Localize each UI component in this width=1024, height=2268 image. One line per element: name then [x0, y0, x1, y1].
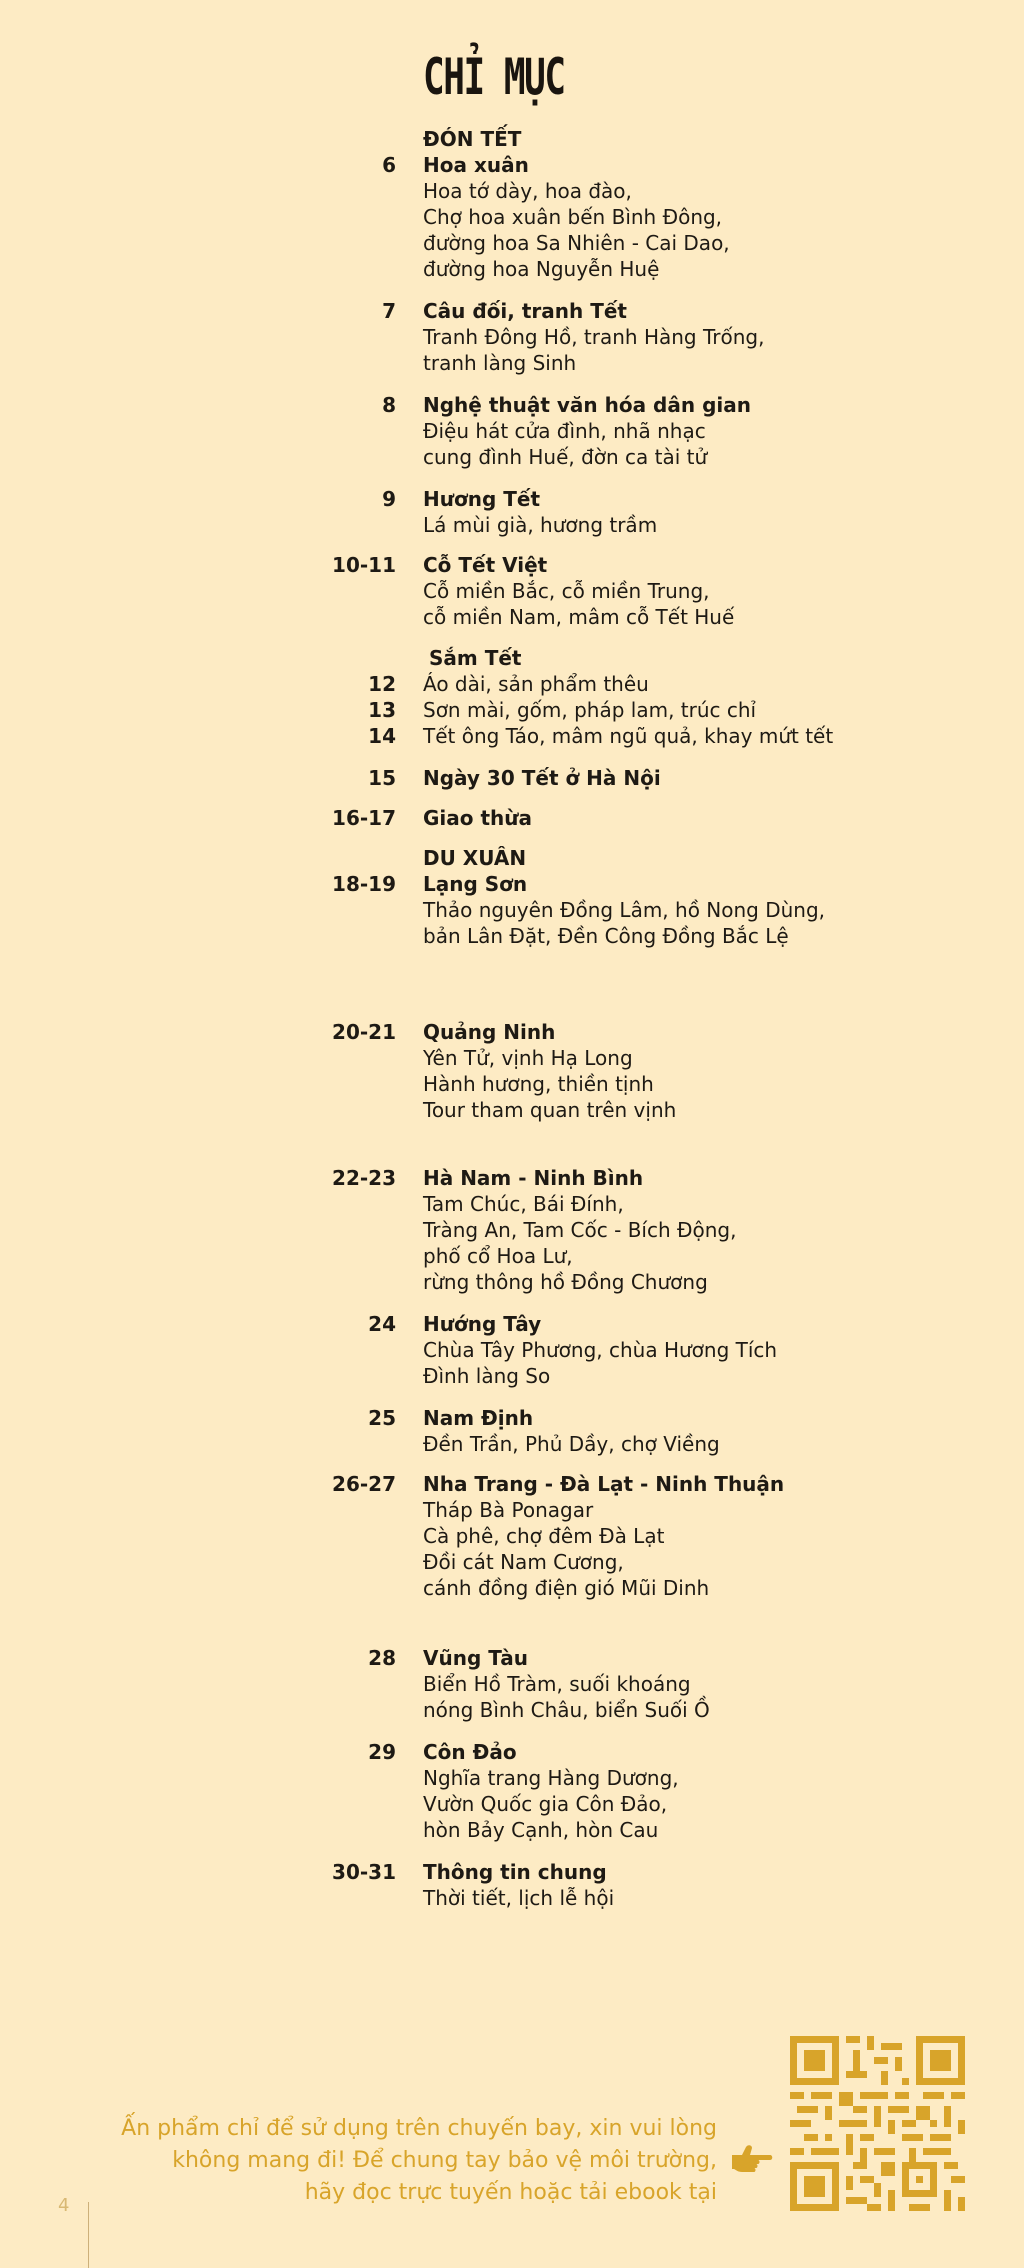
- entry-page-number: 6: [382, 153, 396, 177]
- entry-page-number: 25: [368, 1406, 396, 1430]
- entry-line: Thời tiết, lịch lễ hội: [423, 1886, 615, 1910]
- entry-page-number: 7: [382, 299, 396, 323]
- entry-page-number: 26-27: [332, 1472, 396, 1496]
- entry-line: Tràng An, Tam Cốc - Bích Động,: [423, 1218, 737, 1242]
- entry-title[interactable]: Nghệ thuật văn hóa dân gian: [423, 393, 751, 417]
- entry-line: Nghĩa trang Hàng Dương,: [423, 1766, 679, 1790]
- page-number: 4: [58, 2195, 70, 2216]
- entry-line: Vườn Quốc gia Côn Đảo,: [423, 1792, 668, 1816]
- entry-line: Chợ hoa xuân bến Bình Đông,: [423, 205, 723, 229]
- entry-line: hòn Bảy Cạnh, hòn Cau: [423, 1818, 659, 1842]
- section-heading-don-tet: ĐÓN TẾT: [423, 127, 522, 151]
- entry-line: tranh làng Sinh: [423, 351, 577, 375]
- entry-page-number: 13: [368, 698, 396, 722]
- entry-page-number: 20-21: [332, 1020, 396, 1044]
- entry-line: đường hoa Nguyễn Huệ: [423, 257, 660, 281]
- entry-line: Đình làng So: [423, 1364, 551, 1388]
- entry-page-number: 9: [382, 487, 396, 511]
- entry-line: nóng Bình Châu, biển Suối Ồ: [423, 1698, 710, 1722]
- entry-page-number: 12: [368, 672, 396, 696]
- entry-title[interactable]: Nam Định: [423, 1406, 534, 1430]
- entry-page-number: 24: [368, 1312, 396, 1336]
- entry-title[interactable]: Hướng Tây: [423, 1312, 542, 1336]
- entry-line[interactable]: Sơn mài, gốm, pháp lam, trúc chỉ: [423, 698, 757, 722]
- entry-line: Chùa Tây Phương, chùa Hương Tích: [423, 1338, 778, 1362]
- inflight-notice: [17, 2113, 717, 2209]
- entry-title[interactable]: Hà Nam - Ninh Bình: [423, 1166, 644, 1190]
- entry-page-number: 10-11: [332, 553, 396, 577]
- qr-code-icon[interactable]: [790, 2036, 965, 2211]
- entry-page-number: 8: [382, 393, 396, 417]
- entry-title[interactable]: Thông tin chung: [423, 1860, 607, 1884]
- entry-title[interactable]: Côn Đảo: [423, 1740, 517, 1764]
- entry-line: rừng thông hồ Đồng Chương: [423, 1270, 708, 1294]
- entry-title[interactable]: Nha Trang - Đà Lạt - Ninh Thuận: [423, 1472, 785, 1496]
- entry-title[interactable]: Lạng Sơn: [423, 872, 528, 896]
- entry-line: Yên Tử, vịnh Hạ Long: [423, 1046, 633, 1070]
- entry-line: Cỗ miền Bắc, cỗ miền Trung,: [423, 579, 710, 603]
- entry-title[interactable]: Vũng Tàu: [423, 1646, 529, 1670]
- entry-line: cánh đồng điện gió Mũi Dinh: [423, 1576, 710, 1600]
- page-title: CHỈ MỤC: [423, 48, 565, 106]
- entry-line: bản Lân Đặt, Đền Công Đồng Bắc Lệ: [423, 924, 789, 948]
- entry-line: Tour tham quan trên vịnh: [423, 1098, 677, 1122]
- entry-page-number: 29: [368, 1740, 396, 1764]
- entry-line: Đồi cát Nam Cương,: [423, 1550, 624, 1574]
- entry-title[interactable]: Cỗ Tết Việt: [423, 553, 548, 577]
- entry-page-number: 16-17: [332, 806, 396, 830]
- section-heading-sam-tet: Sắm Tết: [429, 646, 522, 670]
- entry-line: Tam Chúc, Bái Đính,: [423, 1192, 624, 1216]
- entry-title[interactable]: Giao thừa: [423, 806, 533, 830]
- entry-line: phố cổ Hoa Lư,: [423, 1244, 573, 1268]
- entry-line: cỗ miền Nam, mâm cỗ Tết Huế: [423, 605, 735, 629]
- entry-line: Cà phê, chợ đêm Đà Lạt: [423, 1524, 665, 1548]
- entry-line: Hoa tớ dày, hoa đào,: [423, 179, 632, 203]
- entry-title[interactable]: Quảng Ninh: [423, 1020, 556, 1044]
- entry-line: Biển Hồ Tràm, suối khoáng: [423, 1672, 691, 1696]
- entry-page-number: 30-31: [332, 1860, 396, 1884]
- entry-title[interactable]: Câu đối, tranh Tết: [423, 299, 627, 323]
- page-divider: [88, 2202, 89, 2268]
- entry-page-number: 28: [368, 1646, 396, 1670]
- entry-line: Tranh Đông Hồ, tranh Hàng Trống,: [423, 325, 765, 349]
- entry-title[interactable]: Ngày 30 Tết ở Hà Nội: [423, 766, 661, 790]
- entry-page-number: 15: [368, 766, 396, 790]
- entry-page-number: 22-23: [332, 1166, 396, 1190]
- entry-page-number: 18-19: [332, 872, 396, 896]
- entry-line: Hành hương, thiền tịnh: [423, 1072, 654, 1096]
- notice-line: Ấn phẩm chỉ để sử dụng trên chuyến bay, xin vui lòng: [121, 2116, 717, 2141]
- section-heading-du-xuan: DU XUÂN: [423, 846, 527, 870]
- entry-line: Tháp Bà Ponagar: [423, 1498, 594, 1522]
- entry-line: Lá mùi già, hương trầm: [423, 513, 658, 537]
- entry-line: Thảo nguyên Đồng Lâm, hồ Nong Dùng,: [423, 898, 826, 922]
- entry-line: cung đình Huế, đờn ca tài tử: [423, 445, 708, 469]
- entry-title[interactable]: Hoa xuân: [423, 153, 529, 177]
- pointing-hand-icon: [730, 2143, 776, 2177]
- entry-line: Điệu hát cửa đình, nhã nhạc: [423, 419, 706, 443]
- entry-page-number: 14: [368, 724, 396, 748]
- notice-line: không mang đi! Để chung tay bảo vệ môi trường,: [172, 2148, 717, 2173]
- entry-line[interactable]: Tết ông Táo, mâm ngũ quả, khay mứt tết: [423, 724, 834, 748]
- entry-line: Đền Trần, Phủ Dầy, chợ Viềng: [423, 1432, 720, 1456]
- entry-line: đường hoa Sa Nhiên - Cai Dao,: [423, 231, 730, 255]
- notice-line: hãy đọc trực tuyến hoặc tải ebook tại: [304, 2180, 717, 2205]
- entry-line[interactable]: Áo dài, sản phẩm thêu: [423, 672, 649, 696]
- entry-title[interactable]: Hương Tết: [423, 487, 541, 511]
